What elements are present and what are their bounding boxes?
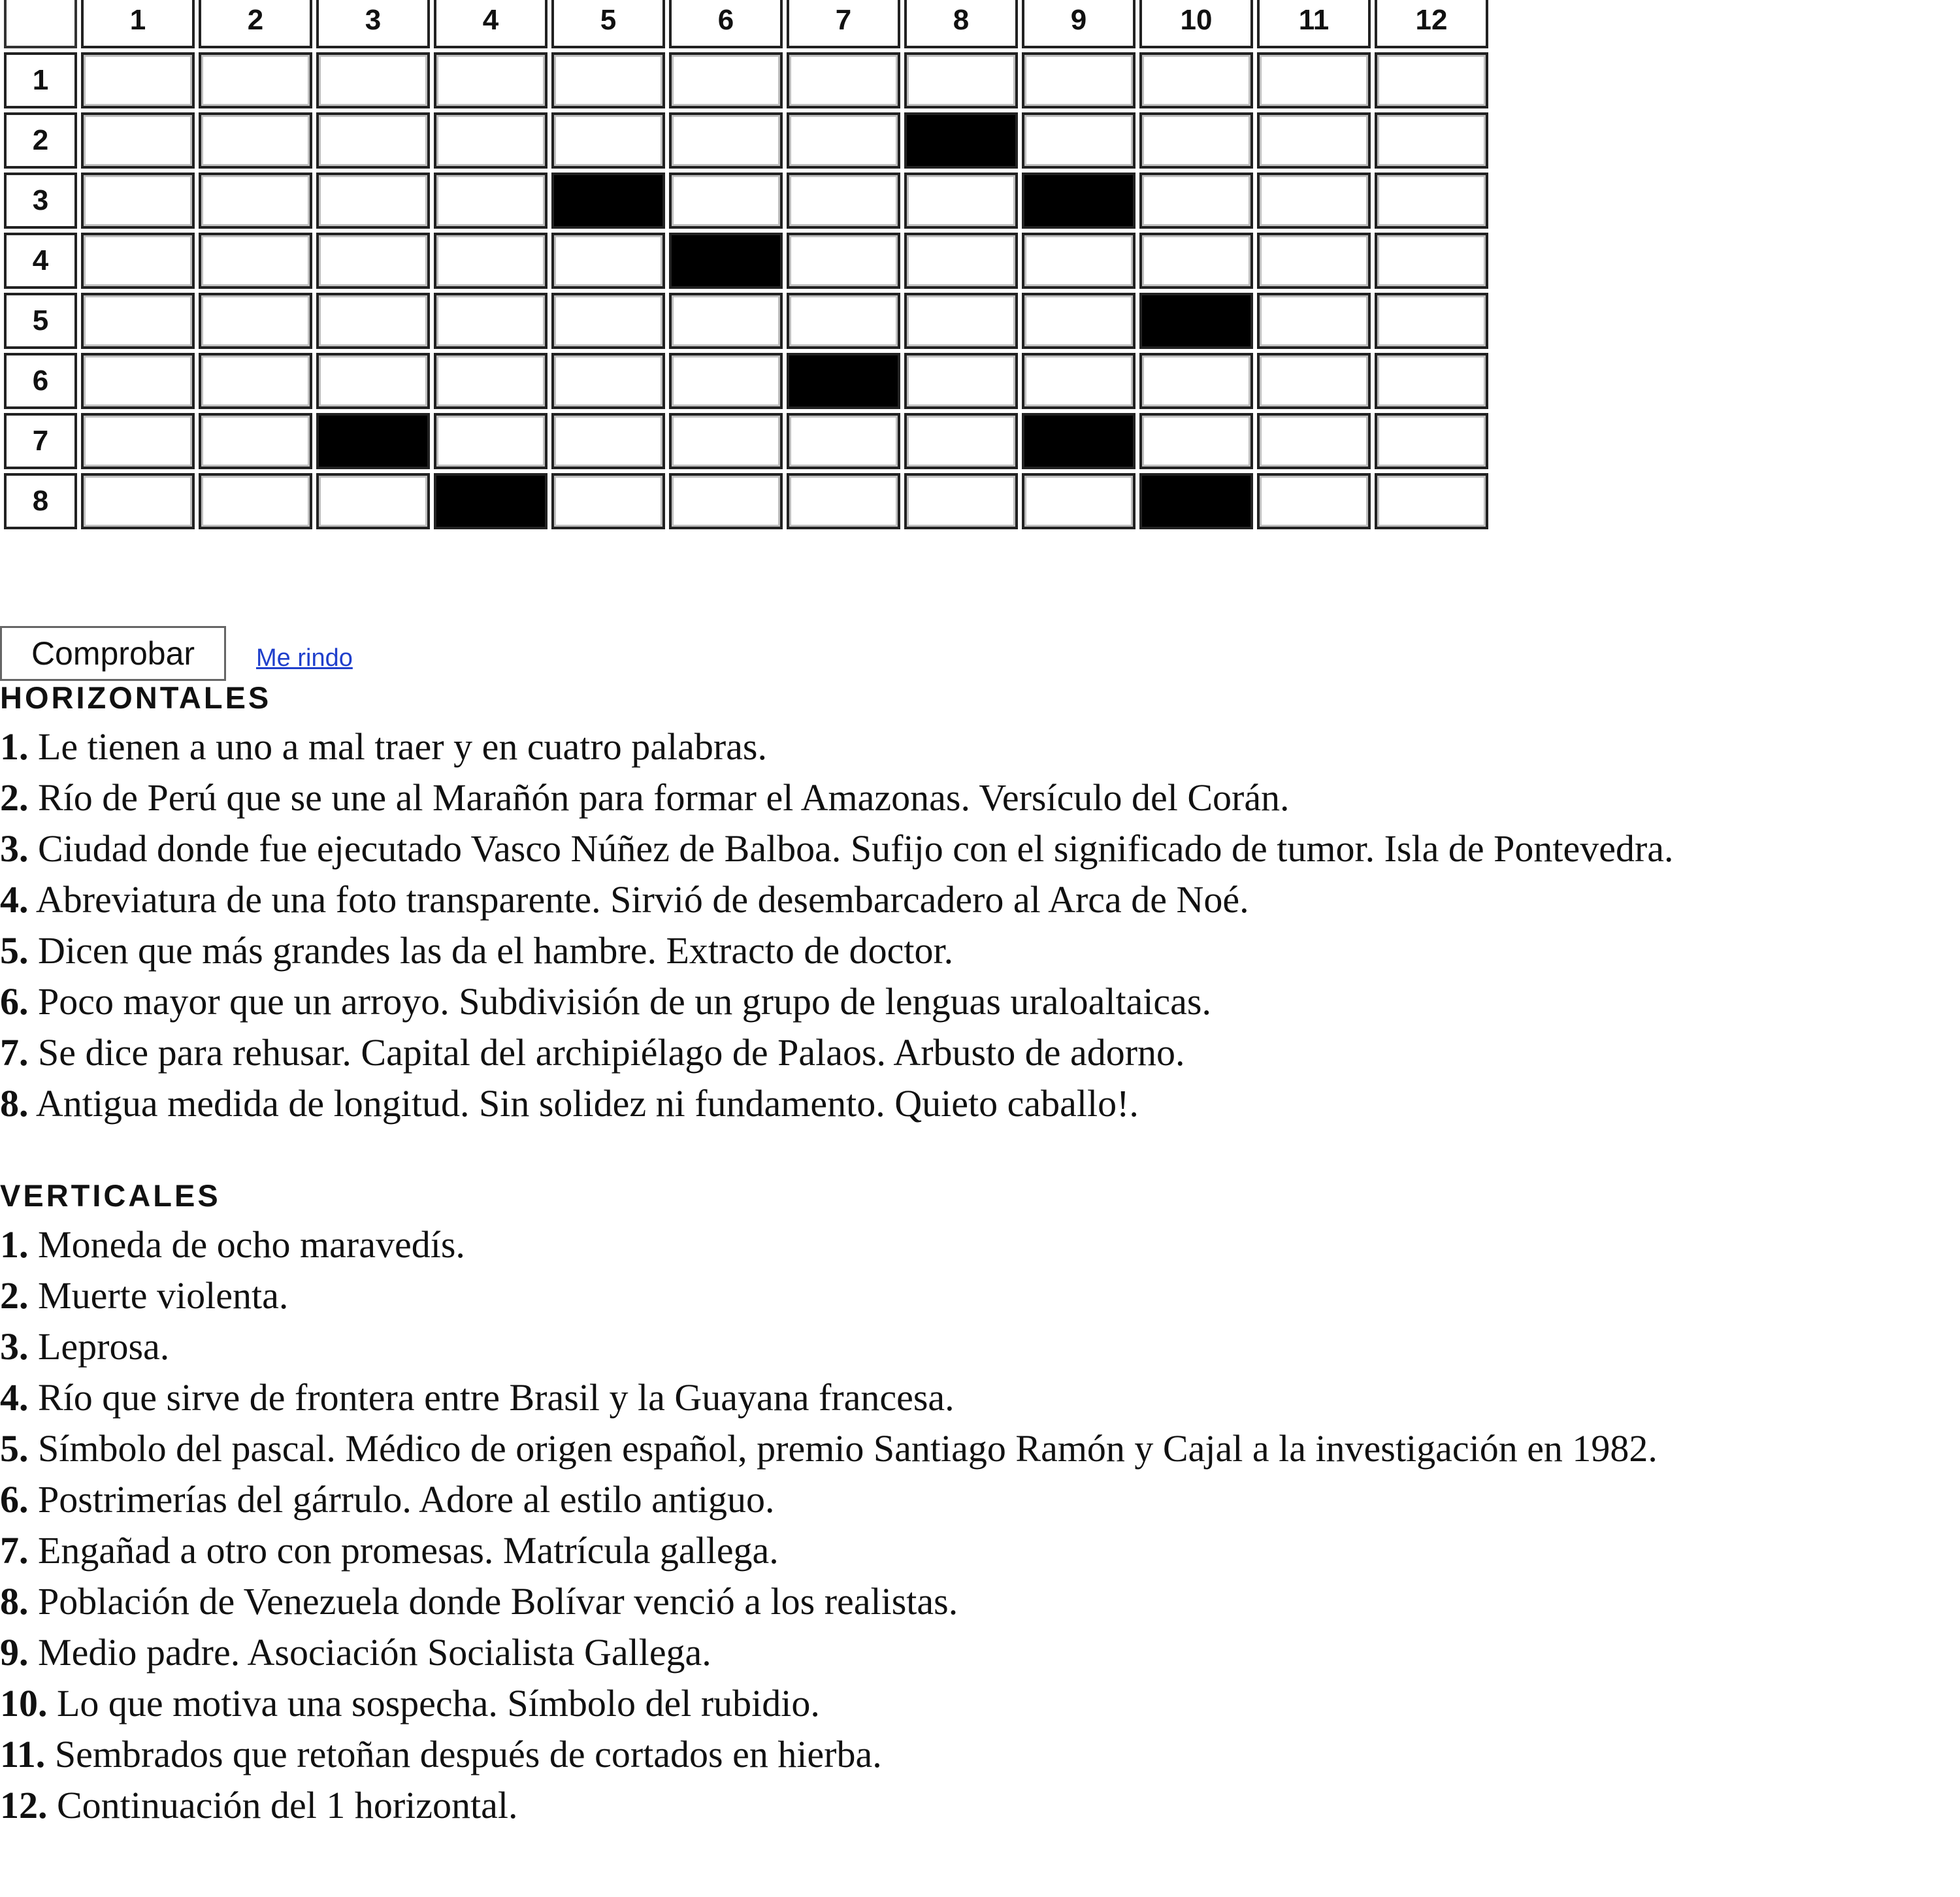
- letter-cell[interactable]: [81, 52, 195, 108]
- letter-cell[interactable]: [551, 233, 665, 289]
- verticales-clue: [0, 1678, 1658, 1729]
- letter-cell[interactable]: [669, 52, 783, 108]
- letter-cell[interactable]: [1375, 293, 1488, 349]
- letter-cell[interactable]: [316, 52, 430, 108]
- letter-cell[interactable]: [551, 353, 665, 409]
- letter-cell[interactable]: [669, 112, 783, 169]
- black-cell: [1022, 173, 1135, 229]
- grid-row: [4, 293, 1488, 349]
- grid-row: [4, 173, 1488, 229]
- letter-cell[interactable]: [551, 52, 665, 108]
- letter-cell[interactable]: [1139, 173, 1253, 229]
- letter-cell[interactable]: [199, 173, 312, 229]
- clue-number: 4.: [0, 1376, 29, 1419]
- letter-cell[interactable]: [199, 413, 312, 469]
- horizontales-list: [0, 721, 1674, 1129]
- clue-number: 1.: [0, 725, 29, 768]
- letter-cell[interactable]: [81, 112, 195, 169]
- clue-number: 2.: [0, 776, 29, 819]
- clue-number: 2.: [0, 1274, 29, 1317]
- row-header: 1: [4, 52, 77, 108]
- letter-cell[interactable]: [1375, 353, 1488, 409]
- letter-cell[interactable]: [434, 293, 547, 349]
- column-header: 11: [1257, 0, 1371, 48]
- verticales-list: [0, 1219, 1658, 1831]
- clue-text: Lo que motiva una sospecha. Símbolo del rubidio.: [57, 1682, 820, 1724]
- grid-row: [4, 112, 1488, 169]
- letter-cell[interactable]: [1375, 473, 1488, 529]
- letter-cell[interactable]: [434, 173, 547, 229]
- clue-text: Medio padre. Asociación Socialista Gallega.: [38, 1631, 711, 1674]
- letter-cell[interactable]: [1375, 52, 1488, 108]
- clue-text: Postrimerías del gárrulo. Adore al estilo antiguo.: [38, 1478, 775, 1521]
- letter-cell[interactable]: [551, 413, 665, 469]
- clue-text: Símbolo del pascal. Médico de origen español, premio Santiago Ramón y Cajal a la investigación en 1982.: [38, 1427, 1658, 1470]
- letter-cell[interactable]: [199, 293, 312, 349]
- column-header: 10: [1139, 0, 1253, 48]
- black-cell: [1139, 473, 1253, 529]
- clue-number: 1.: [0, 1223, 29, 1266]
- clue-text: Leprosa.: [38, 1325, 170, 1368]
- clue-text: Sembrados que retoñan después de cortados en hierba.: [54, 1733, 882, 1775]
- clue-text: Le tienen a uno a mal traer y en cuatro palabras.: [38, 725, 767, 768]
- clue-text: Río que sirve de frontera entre Brasil y la Guayana francesa.: [38, 1376, 955, 1419]
- letter-cell[interactable]: [316, 173, 430, 229]
- letter-cell[interactable]: [1375, 233, 1488, 289]
- letter-cell[interactable]: [199, 473, 312, 529]
- horizontales-clue: [0, 925, 1674, 976]
- clue-number: 11.: [0, 1733, 46, 1775]
- letter-cell[interactable]: [199, 233, 312, 289]
- row-header: 5: [4, 293, 77, 349]
- clue-number: 7.: [0, 1529, 29, 1572]
- letter-cell[interactable]: [1139, 413, 1253, 469]
- letter-cell[interactable]: [81, 473, 195, 529]
- clue-number: 6.: [0, 980, 29, 1023]
- black-cell: [1139, 293, 1253, 349]
- verticales-clue: [0, 1780, 1658, 1831]
- letter-cell[interactable]: [316, 353, 430, 409]
- letter-cell[interactable]: [1022, 473, 1135, 529]
- verticales-title: VERTICALES: [0, 1178, 221, 1213]
- clue-text: Ciudad donde fue ejecutado Vasco Núñez de Balboa. Sufijo con el significado de tumor. Isla de Pontevedra.: [38, 827, 1674, 870]
- grid-header-row: [4, 0, 1488, 48]
- clue-number: 9.: [0, 1631, 29, 1674]
- letter-cell[interactable]: [1375, 173, 1488, 229]
- letter-cell[interactable]: [1139, 52, 1253, 108]
- letter-cell[interactable]: [787, 112, 900, 169]
- clue-number: 12.: [0, 1784, 48, 1826]
- row-header: 4: [4, 233, 77, 289]
- letter-cell[interactable]: [1257, 112, 1371, 169]
- letter-cell[interactable]: [1257, 293, 1371, 349]
- letter-cell[interactable]: [669, 293, 783, 349]
- letter-cell[interactable]: [199, 353, 312, 409]
- column-header: 8: [904, 0, 1018, 48]
- clue-number: 5.: [0, 1427, 29, 1470]
- column-header: 4: [434, 0, 547, 48]
- black-cell: [787, 353, 900, 409]
- horizontales-clue: [0, 823, 1674, 874]
- letter-cell[interactable]: [904, 173, 1018, 229]
- letter-cell[interactable]: [669, 413, 783, 469]
- letter-cell[interactable]: [1022, 353, 1135, 409]
- column-header: 6: [669, 0, 783, 48]
- letter-cell[interactable]: [787, 473, 900, 529]
- horizontales-clue: [0, 874, 1674, 925]
- clue-number: 3.: [0, 827, 29, 870]
- clue-text: Moneda de ocho maravedís.: [38, 1223, 465, 1266]
- clue-number: 7.: [0, 1031, 29, 1074]
- grid-row: [4, 52, 1488, 108]
- clue-number: 8.: [0, 1580, 29, 1623]
- row-header: 2: [4, 112, 77, 169]
- letter-cell[interactable]: [316, 233, 430, 289]
- verticales-clue: [0, 1372, 1658, 1423]
- letter-cell[interactable]: [81, 353, 195, 409]
- row-header: 7: [4, 413, 77, 469]
- column-header: 7: [787, 0, 900, 48]
- letter-cell[interactable]: [1257, 473, 1371, 529]
- clue-text: Se dice para rehusar. Capital del archipiélago de Palaos. Arbusto de adorno.: [38, 1031, 1185, 1074]
- letter-cell[interactable]: [434, 413, 547, 469]
- horizontales-clue: [0, 772, 1674, 823]
- letter-cell[interactable]: [1022, 112, 1135, 169]
- black-cell: [434, 473, 547, 529]
- column-header: 2: [199, 0, 312, 48]
- grid-row: [4, 233, 1488, 289]
- row-header: 6: [4, 353, 77, 409]
- verticales-clue: [0, 1270, 1658, 1321]
- letter-cell[interactable]: [904, 353, 1018, 409]
- letter-cell[interactable]: [669, 353, 783, 409]
- grid-corner: [4, 0, 77, 48]
- letter-cell[interactable]: [551, 293, 665, 349]
- black-cell: [551, 173, 665, 229]
- grid-row: [4, 473, 1488, 529]
- row-header: 3: [4, 173, 77, 229]
- letter-cell[interactable]: [1375, 413, 1488, 469]
- clue-number: 8.: [0, 1082, 29, 1125]
- clue-text: Población de Venezuela donde Bolívar venció a los realistas.: [38, 1580, 958, 1623]
- clue-text: Continuación del 1 horizontal.: [57, 1784, 518, 1826]
- column-header: 3: [316, 0, 430, 48]
- black-cell: [904, 112, 1018, 169]
- horizontales-title: HORIZONTALES: [0, 680, 272, 715]
- letter-cell[interactable]: [669, 173, 783, 229]
- verticales-clue: [0, 1627, 1658, 1678]
- clue-text: Dicen que más grandes las da el hambre. Extracto de doctor.: [38, 929, 954, 972]
- black-cell: [316, 413, 430, 469]
- letter-cell[interactable]: [434, 52, 547, 108]
- verticales-clue: [0, 1321, 1658, 1372]
- verticales-clue: [0, 1525, 1658, 1576]
- letter-cell[interactable]: [81, 413, 195, 469]
- letter-cell[interactable]: [81, 173, 195, 229]
- letter-cell[interactable]: [904, 413, 1018, 469]
- letter-cell[interactable]: [787, 293, 900, 349]
- clue-text: Abreviatura de una foto transparente. Sirvió de desembarcadero al Arca de Noé.: [35, 878, 1249, 921]
- horizontales-clue: [0, 976, 1674, 1027]
- letter-cell[interactable]: [904, 293, 1018, 349]
- clue-text: Muerte violenta.: [38, 1274, 289, 1317]
- letter-cell[interactable]: [1257, 173, 1371, 229]
- column-header: 5: [551, 0, 665, 48]
- letter-cell[interactable]: [1139, 353, 1253, 409]
- letter-cell[interactable]: [81, 293, 195, 349]
- letter-cell[interactable]: [199, 52, 312, 108]
- letter-cell[interactable]: [1022, 233, 1135, 289]
- column-header: 12: [1375, 0, 1488, 48]
- black-cell: [669, 233, 783, 289]
- clue-number: 4.: [0, 878, 29, 921]
- grid-row: [4, 353, 1488, 409]
- verticales-clue: [0, 1474, 1658, 1525]
- clue-text: Río de Perú que se une al Marañón para formar el Amazonas. Versículo del Corán.: [38, 776, 1290, 819]
- verticales-clue: [0, 1576, 1658, 1627]
- letter-cell[interactable]: [316, 293, 430, 349]
- letter-cell[interactable]: [434, 353, 547, 409]
- letter-cell[interactable]: [669, 473, 783, 529]
- letter-cell[interactable]: [316, 112, 430, 169]
- letter-cell[interactable]: [1022, 293, 1135, 349]
- letter-cell[interactable]: [787, 413, 900, 469]
- verticales-clue: [0, 1219, 1658, 1270]
- clue-number: 3.: [0, 1325, 29, 1368]
- letter-cell[interactable]: [1139, 233, 1253, 289]
- letter-cell[interactable]: [787, 52, 900, 108]
- letter-cell[interactable]: [1022, 52, 1135, 108]
- letter-cell[interactable]: [199, 112, 312, 169]
- clue-text: Antigua medida de longitud. Sin solidez ni fundamento. Quieto caballo!.: [35, 1082, 1139, 1125]
- letter-cell[interactable]: [904, 52, 1018, 108]
- clue-number: 6.: [0, 1478, 29, 1521]
- letter-cell[interactable]: [434, 112, 547, 169]
- letter-cell[interactable]: [1257, 52, 1371, 108]
- black-cell: [1022, 413, 1135, 469]
- clue-number: 10.: [0, 1682, 48, 1724]
- horizontales-clue: [0, 1027, 1674, 1078]
- grid-row: [4, 413, 1488, 469]
- letter-cell[interactable]: [1375, 112, 1488, 169]
- clue-text: Poco mayor que un arroyo. Subdivisión de un grupo de lenguas uraloaltaicas.: [38, 980, 1211, 1023]
- verticales-clue: [0, 1729, 1658, 1780]
- letter-cell[interactable]: [904, 233, 1018, 289]
- letter-cell[interactable]: [787, 233, 900, 289]
- check-button[interactable]: Comprobar: [0, 626, 226, 681]
- crossword-grid: [0, 0, 1492, 533]
- letter-cell[interactable]: [81, 233, 195, 289]
- letter-cell[interactable]: [1257, 353, 1371, 409]
- row-header: 8: [4, 473, 77, 529]
- column-header: 1: [81, 0, 195, 48]
- letter-cell[interactable]: [1139, 112, 1253, 169]
- horizontales-clue: [0, 721, 1674, 772]
- letter-cell[interactable]: [1257, 233, 1371, 289]
- letter-cell[interactable]: [316, 473, 430, 529]
- verticales-clue: [0, 1423, 1658, 1474]
- letter-cell[interactable]: [787, 173, 900, 229]
- horizontales-clue: [0, 1078, 1674, 1129]
- clue-number: 5.: [0, 929, 29, 972]
- column-header: 9: [1022, 0, 1135, 48]
- letter-cell[interactable]: [1257, 413, 1371, 469]
- letter-cell[interactable]: [904, 473, 1018, 529]
- give-up-link[interactable]: Me rindo: [256, 644, 353, 672]
- clue-text: Engañad a otro con promesas. Matrícula gallega.: [38, 1529, 779, 1572]
- letter-cell[interactable]: [434, 233, 547, 289]
- letter-cell[interactable]: [551, 112, 665, 169]
- letter-cell[interactable]: [551, 473, 665, 529]
